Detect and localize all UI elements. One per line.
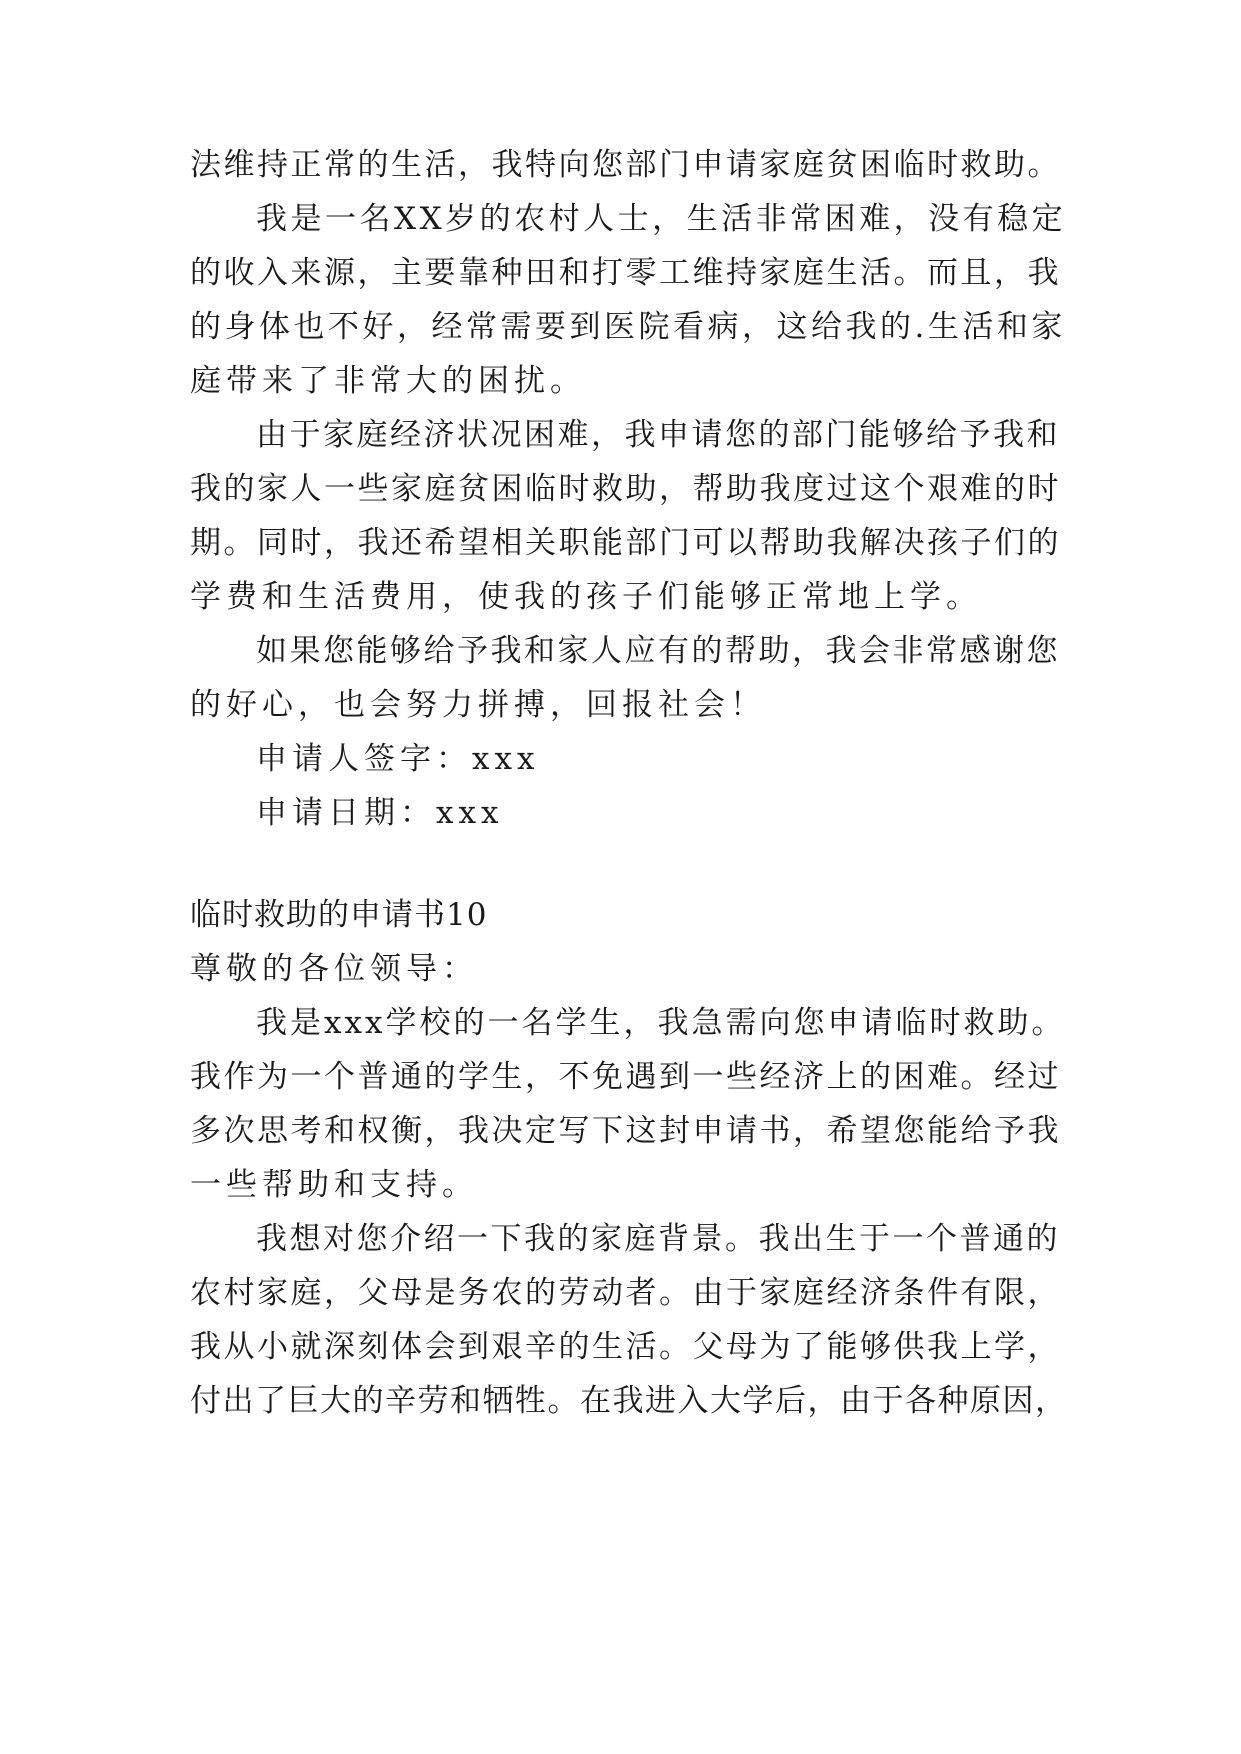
paragraph-line: 我想对您介绍一下我的家庭背景。我出生于一个普通的 (256, 1221, 1060, 1257)
paragraph-line: 由于家庭经济状况困难，我申请您的部门能够给予我和 (256, 417, 1060, 453)
paragraph-line: 的收入来源，主要靠种田和打零工维持家庭生活。而且，我 (190, 255, 1061, 291)
salutation: 尊敬的各位领导： (190, 951, 478, 987)
paragraph-line: 我的家人一些家庭贫困临时救助，帮助我度过这个艰难的时 (190, 471, 1061, 507)
paragraph-line: 付出了巨大的辛劳和牺牲。在我进入大学后，由于各种原因， (190, 1383, 1068, 1419)
paragraph-line: 庭带来了非常大的困扰。 (190, 363, 586, 399)
letter-title: 临时救助的申请书10 (190, 897, 488, 933)
paragraph-line: 我从小就深刻体会到艰辛的生活。父母为了能够供我上学， (190, 1329, 1061, 1365)
paragraph-line: 农村家庭，父母是务农的劳动者。由于家庭经济条件有限， (190, 1275, 1061, 1311)
paragraph-line: 的好心，也会努力拼搏，回报社会！ (190, 687, 766, 723)
signature-line: 申请人签字：xxx (256, 741, 540, 777)
paragraph-line: 学费和生活费用，使我的孩子们能够正常地上学。 (190, 579, 982, 615)
paragraph-line: 我是一名XX岁的农村人士，生活非常困难，没有稳定 (256, 201, 1067, 237)
paragraph-line: 一些帮助和支持。 (190, 1167, 478, 1203)
paragraph-line: 如果您能够给予我和家人应有的帮助，我会非常感谢您 (256, 633, 1060, 669)
paragraph-line: 我是xxx学校的一名学生，我急需向您申请临时救助。 (256, 1005, 1066, 1041)
paragraph-line: 我作为一个普通的学生，不免遇到一些经济上的困难。经过 (190, 1059, 1061, 1095)
paragraph-line: 期。同时，我还希望相关职能部门可以帮助我解决孩子们的 (190, 525, 1061, 561)
paragraph-line: 法维持正常的生活，我特向您部门申请家庭贫困临时救助。 (190, 147, 1061, 183)
date-line: 申请日期：xxx (256, 795, 504, 831)
paragraph-line: 的身体也不好，经常需要到医院看病，这给我的.生活和家 (190, 309, 1066, 345)
paragraph-line: 多次思考和权衡，我决定写下这封申请书，希望您能给予我 (190, 1113, 1061, 1149)
